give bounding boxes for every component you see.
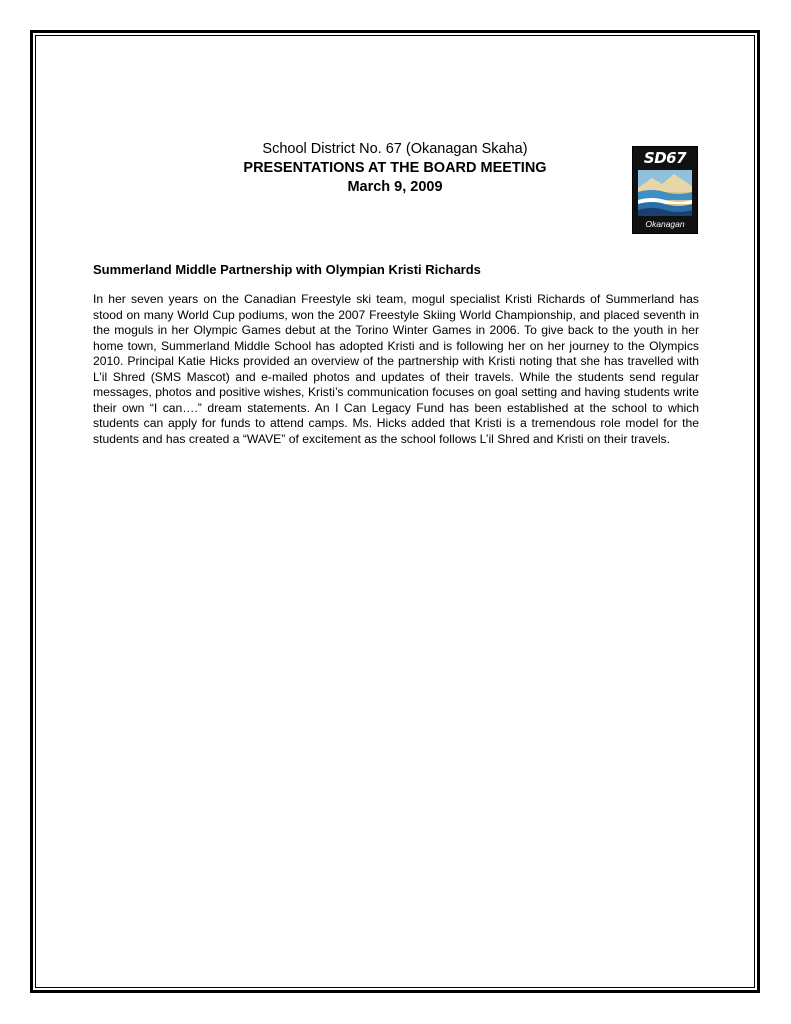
section-body: In her seven years on the Canadian Freestyle ski team, mogul specialist Kristi Richards of Summerland has stood on many World Cup podiums, won the 2007 Freestyle Skiing World Championship, and placed seventh in the moguls in her Olympic Games debut at the Torino Winter Games in 2006. To give back to the youth in her home town, Summerland Middle School has adopted Kristi and is following her on her journey to the Olympics 2010. Principal Katie Hicks provided an overview of the partnership with Kristi noting that she has travelled with L’il Shred (SMS Mascot) and e-mailed photos and updates of their travels. While the students send regular messages, photos and positive wishes, Kristi’s communication focuses on goal setting and having students write their own “I can….” dream statements. An I Can Legacy Fund has been established at the school to which students can apply for funds to attend camps. Ms. Hicks added that Kristi is a tremendous role model for the students and has created a “WAVE” of excitement as the school follows L’il Shred and Kristi on their travels. (93, 292, 699, 446)
document-header (150, 140, 640, 197)
meeting-title: PRESENTATIONS AT THE BOARD MEETING (243, 160, 547, 176)
sd67-logo (632, 146, 698, 243)
district-name: School District No. 67 (Okanagan Skaha) (262, 141, 528, 157)
logo-top-text: SD67 (643, 149, 687, 167)
meeting-date: March 9, 2009 (347, 179, 443, 195)
logo-bottom-text: Okanagan Skaha (645, 219, 685, 243)
section-heading: Summerland Middle Partnership with Olympian Kristi Richards (93, 262, 481, 277)
landscape-logo-icon (638, 170, 692, 216)
